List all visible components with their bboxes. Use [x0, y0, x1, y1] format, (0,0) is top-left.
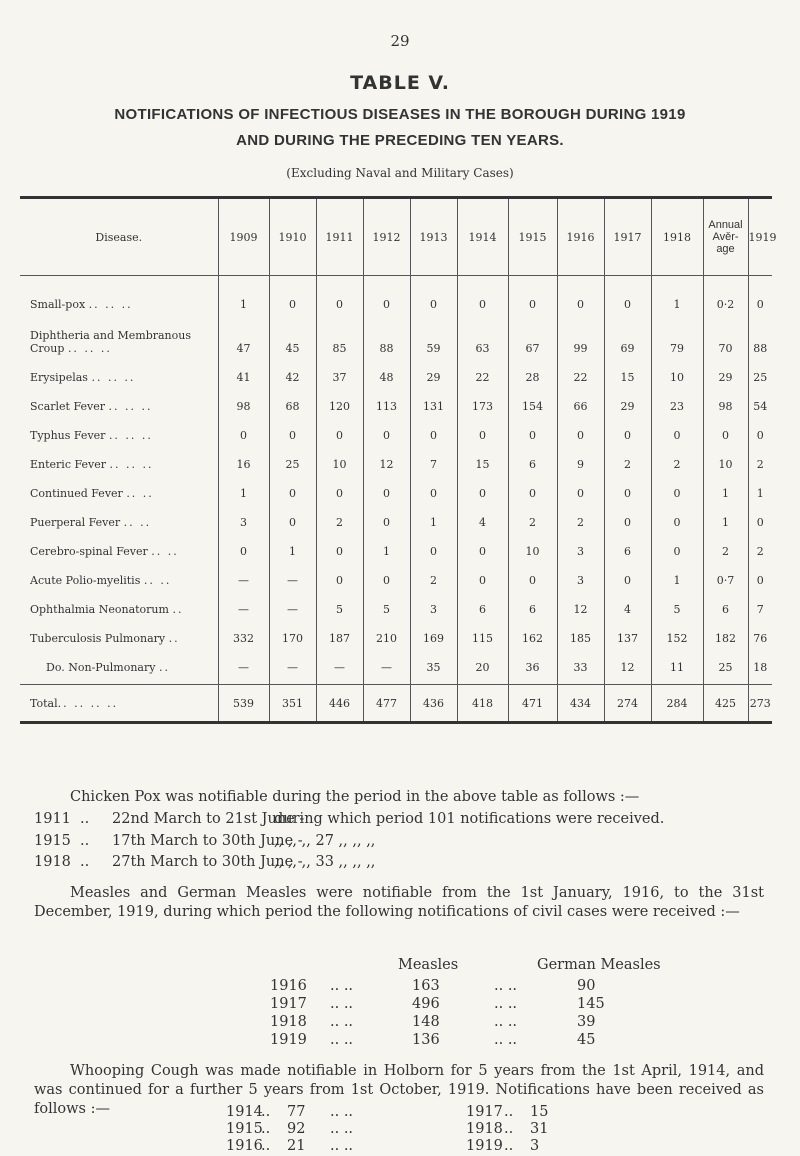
table-cell: 0 — [508, 415, 557, 444]
leader-dots: .. .. — [330, 1138, 354, 1154]
chicken-pox-text: ,, ,, ,, 27 ,, ,, ,, — [274, 833, 376, 849]
table-cell: 5 — [316, 589, 363, 618]
table-cell: 6 — [703, 589, 748, 618]
table-row — [20, 386, 772, 415]
table-row — [20, 647, 772, 676]
whooping-cough-val-b: 3 — [530, 1138, 540, 1154]
table-cell: 131 — [410, 386, 457, 415]
chicken-pox-sep: .. — [80, 811, 90, 827]
german-measles-column-header: German Measles — [537, 957, 661, 973]
table-cell: 0 — [269, 502, 316, 531]
whooping-cough-intro: Whooping Cough was made notifiable in Holborn for 5 years from the 1st April, 1914, and was continued for a further 5 years from 1st October, 1919. Notifications have been received as follows :— — [34, 1063, 764, 1117]
disease-name: Small-pox .. .. .. — [30, 298, 133, 311]
measles-german: 90 — [577, 978, 596, 994]
table-cell: 6 — [604, 531, 651, 560]
table-cell: 0 — [269, 415, 316, 444]
chicken-pox-sep: .. — [80, 854, 90, 870]
table-cell: 182 — [703, 618, 748, 647]
table-cell: 5 — [651, 589, 703, 618]
whooping-cough-year-a: 1916 — [226, 1138, 263, 1154]
header-year: 1912 — [363, 198, 410, 276]
table-cell: 70 — [703, 313, 748, 357]
table-cell: 185 — [557, 618, 604, 647]
table-cell: 37 — [316, 357, 363, 386]
whooping-cough-year-b: 1917 — [466, 1104, 503, 1120]
table-cell: 10 — [508, 531, 557, 560]
disease-name: Tuberculosis Pulmonary .. — [30, 632, 180, 645]
measles-intro: Measles and German Measles were notifiable from the 1st January, 1916, to the 31st December, 1919, during which period the following notifications of civil cases were received :— — [34, 885, 764, 920]
table-cell: 3 — [557, 560, 604, 589]
table-cell: 98 — [703, 386, 748, 415]
header-year: 1909 — [218, 198, 269, 276]
header-row — [20, 198, 772, 276]
table-cell: 7 — [748, 589, 772, 618]
leader-dots: .. .. — [494, 1032, 518, 1048]
table-cell: 85 — [316, 313, 363, 357]
table-cell: 1 — [748, 473, 772, 502]
table-cell: 162 — [508, 618, 557, 647]
leader-dots: .. — [261, 1104, 271, 1120]
table-cell: 0 — [651, 415, 703, 444]
total-cell: 446 — [316, 685, 363, 723]
measles-year: 1916 — [270, 978, 307, 994]
total-cell: 471 — [508, 685, 557, 723]
table-cell: 12 — [363, 444, 410, 473]
table-cell: 67 — [508, 313, 557, 357]
leader-dots: .. .. — [494, 978, 518, 994]
whooping-cough-val-a: 21 — [287, 1138, 306, 1154]
table-cell: 0 — [363, 284, 410, 313]
leader-dots: .. .. — [494, 1014, 518, 1030]
total-cell: 539 — [218, 685, 269, 723]
table-cell: 0 — [316, 560, 363, 589]
table-cell: 6 — [457, 589, 508, 618]
table-cell: 0 — [557, 284, 604, 313]
measles-measles: 163 — [412, 978, 440, 994]
table-cell: 33 — [557, 647, 604, 676]
table-cell: 45 — [269, 313, 316, 357]
table-cell: 88 — [363, 313, 410, 357]
table-cell: 10 — [651, 357, 703, 386]
table-cell: 0 — [363, 502, 410, 531]
table-cell: 0·2 — [703, 284, 748, 313]
table-cell: 6 — [508, 589, 557, 618]
table-cell: 0 — [508, 473, 557, 502]
whooping-cough-val-a: 92 — [287, 1121, 306, 1137]
table-cell: 1 — [269, 531, 316, 560]
notifications-table — [20, 196, 777, 724]
chicken-pox-year: 1911 — [34, 811, 71, 827]
table-cell: 25 — [269, 444, 316, 473]
table-cell: 0 — [508, 284, 557, 313]
table-cell: 0 — [457, 473, 508, 502]
total-cell: 425 — [703, 685, 748, 723]
table-cell: 187 — [316, 618, 363, 647]
table-cell: 12 — [557, 589, 604, 618]
leader-dots: .. .. — [330, 1104, 354, 1120]
leader-dots: .. — [261, 1138, 271, 1154]
table-cell: 170 — [269, 618, 316, 647]
table-cell: 35 — [410, 647, 457, 676]
table-cell: 10 — [703, 444, 748, 473]
leader-dots: .. — [504, 1138, 514, 1154]
table-row — [20, 444, 772, 473]
header-year: 1914 — [457, 198, 508, 276]
measles-measles: 148 — [412, 1014, 440, 1030]
whooping-cough-year-b: 1918 — [466, 1121, 503, 1137]
total-row — [20, 685, 772, 723]
table-cell: 99 — [557, 313, 604, 357]
total-cell: 434 — [557, 685, 604, 723]
table-cell: 0·7 — [703, 560, 748, 589]
total-label: Total.. .. .. .. — [20, 685, 218, 723]
table-row — [20, 313, 772, 357]
table-cell: — — [363, 647, 410, 676]
table-cell: 0 — [508, 560, 557, 589]
chicken-pox-text: during which period 101 notifications were received. — [274, 811, 665, 827]
table-cell: 3 — [218, 502, 269, 531]
table-cell: 29 — [604, 386, 651, 415]
table-cell: 36 — [508, 647, 557, 676]
chicken-pox-year: 1918 — [34, 854, 71, 870]
header-year: 1913 — [410, 198, 457, 276]
table-row — [20, 560, 772, 589]
heading-line-2: AND DURING THE PRECEDING TEN YEARS. — [236, 132, 564, 149]
disease-name: Continued Fever .. .. — [30, 487, 154, 500]
table-cell: 3 — [410, 589, 457, 618]
table-cell: 1 — [218, 473, 269, 502]
table-cell: 68 — [269, 386, 316, 415]
page-number: 29 — [390, 32, 410, 50]
table-cell: 0 — [457, 415, 508, 444]
leader-dots: .. — [504, 1121, 514, 1137]
table-cell: 0 — [363, 415, 410, 444]
measles-german: 45 — [577, 1032, 596, 1048]
table-cell: 0 — [557, 415, 604, 444]
leader-dots: .. .. — [494, 996, 518, 1012]
table-cell: 1 — [651, 284, 703, 313]
table-cell: — — [218, 560, 269, 589]
table-cell: 2 — [557, 502, 604, 531]
table-cell: 1 — [651, 560, 703, 589]
total-cell: 436 — [410, 685, 457, 723]
table-cell: 10 — [316, 444, 363, 473]
table-cell: 0 — [748, 284, 772, 313]
table-cell: 98 — [218, 386, 269, 415]
table-cell: 25 — [703, 647, 748, 676]
total-cell: 284 — [651, 685, 703, 723]
disease-name: Cerebro-spinal Fever .. .. — [30, 545, 179, 558]
chicken-pox-year: 1915 — [34, 833, 71, 849]
measles-column-header: Measles — [398, 957, 459, 973]
disease-name: Do. Non-Pulmonary .. — [46, 661, 170, 674]
table-cell: — — [218, 589, 269, 618]
table-cell: 0 — [410, 415, 457, 444]
chicken-pox-period: 22nd March to 21st June - — [112, 811, 305, 827]
leader-dots: .. .. — [330, 1014, 354, 1030]
disease-name: Diphtheria and Membranous Croup .. .. .. — [30, 329, 191, 355]
table-cell: 3 — [557, 531, 604, 560]
chicken-pox-sep: .. — [80, 833, 90, 849]
table-row — [20, 473, 772, 502]
table-cell: 2 — [508, 502, 557, 531]
table-cell: 0 — [316, 415, 363, 444]
table-cell: 7 — [410, 444, 457, 473]
table-cell: 1 — [218, 284, 269, 313]
table-cell: 0 — [410, 284, 457, 313]
table-cell: 29 — [410, 357, 457, 386]
table-cell: 0 — [651, 502, 703, 531]
table-cell: 15 — [604, 357, 651, 386]
table-cell: — — [316, 647, 363, 676]
whooping-cough-val-b: 31 — [530, 1121, 549, 1137]
table-cell: 42 — [269, 357, 316, 386]
chicken-pox-text: ,, ,, ,, 33 ,, ,, ,, — [274, 854, 376, 870]
disease-name: Puerperal Fever .. .. — [30, 516, 152, 529]
table-cell: 0 — [651, 473, 703, 502]
measles-measles: 136 — [412, 1032, 440, 1048]
total-cell: 351 — [269, 685, 316, 723]
table-cell: 0 — [651, 531, 703, 560]
table-cell: 23 — [651, 386, 703, 415]
table-cell: 0 — [363, 560, 410, 589]
table-row — [20, 502, 772, 531]
table-cell: 0 — [604, 502, 651, 531]
table-cell: 0 — [748, 560, 772, 589]
table-cell: 113 — [363, 386, 410, 415]
table-cell: 9 — [557, 444, 604, 473]
table-cell: 6 — [508, 444, 557, 473]
table-row — [20, 531, 772, 560]
header-year: 1916 — [557, 198, 604, 276]
table-cell: 0 — [457, 560, 508, 589]
table-cell: 12 — [604, 647, 651, 676]
table-cell: — — [269, 560, 316, 589]
header-year: 1918 — [651, 198, 703, 276]
table-cell: 0 — [703, 415, 748, 444]
table-cell: 2 — [604, 444, 651, 473]
table-cell: 210 — [363, 618, 410, 647]
leader-dots: .. .. — [330, 996, 354, 1012]
header-annual-average: Annual Avěr- age — [703, 198, 748, 276]
table-row — [20, 415, 772, 444]
whooping-cough-year-a: 1914 — [226, 1104, 263, 1120]
disease-name: Acute Polio-myelitis .. .. — [30, 574, 172, 587]
table-row — [20, 357, 772, 386]
table-cell: 137 — [604, 618, 651, 647]
table-cell: 1 — [703, 473, 748, 502]
total-cell: 418 — [457, 685, 508, 723]
table-cell: 79 — [651, 313, 703, 357]
whooping-cough-year-a: 1915 — [226, 1121, 263, 1137]
leader-dots: .. .. — [330, 978, 354, 994]
chicken-pox-intro: Chicken Pox was notifiable during the period in the above table as follows :— — [70, 789, 640, 805]
table-cell: 0 — [316, 473, 363, 502]
table-cell: — — [269, 647, 316, 676]
table-cell: 332 — [218, 618, 269, 647]
leader-dots: .. .. — [330, 1032, 354, 1048]
table-cell: 2 — [748, 531, 772, 560]
table-cell: 120 — [316, 386, 363, 415]
table-cell: 0 — [218, 531, 269, 560]
table-cell: — — [269, 589, 316, 618]
table-cell: 15 — [457, 444, 508, 473]
whooping-cough-val-a: 77 — [287, 1104, 306, 1120]
table-cell: 1 — [410, 502, 457, 531]
table-cell: 0 — [269, 284, 316, 313]
table-cell: 41 — [218, 357, 269, 386]
whooping-cough-year-b: 1919 — [466, 1138, 503, 1154]
table-cell: — — [218, 647, 269, 676]
table-cell: 1 — [703, 502, 748, 531]
header-year: 1915 — [508, 198, 557, 276]
table-cell: 59 — [410, 313, 457, 357]
chicken-pox-period: 17th March to 30th June - — [112, 833, 303, 849]
header-year: 1910 — [269, 198, 316, 276]
table-cell: 2 — [410, 560, 457, 589]
measles-year: 1918 — [270, 1014, 307, 1030]
table-cell: 47 — [218, 313, 269, 357]
table-cell: 0 — [604, 415, 651, 444]
leader-dots: .. — [504, 1104, 514, 1120]
table-cell: 152 — [651, 618, 703, 647]
table-cell: 0 — [316, 531, 363, 560]
table-cell: 0 — [218, 415, 269, 444]
table-cell: 115 — [457, 618, 508, 647]
table-cell: 66 — [557, 386, 604, 415]
table-cell: 5 — [363, 589, 410, 618]
disease-name: Typhus Fever .. .. .. — [30, 429, 153, 442]
table-cell: 22 — [557, 357, 604, 386]
table-cell: 0 — [748, 502, 772, 531]
table-cell: 0 — [316, 284, 363, 313]
table-cell: 0 — [748, 415, 772, 444]
table-cell: 0 — [557, 473, 604, 502]
table-cell: 0 — [604, 284, 651, 313]
table-cell: 0 — [269, 473, 316, 502]
table-cell: 4 — [457, 502, 508, 531]
measles-measles: 496 — [412, 996, 440, 1012]
header-year: 1919 — [748, 198, 772, 276]
measles-german: 39 — [577, 1014, 596, 1030]
table-cell: 0 — [410, 531, 457, 560]
header-year: 1917 — [604, 198, 651, 276]
disease-name: Erysipelas .. .. .. — [30, 371, 136, 384]
total-cell: 273 — [748, 685, 772, 723]
table-cell: 22 — [457, 357, 508, 386]
measles-year: 1917 — [270, 996, 307, 1012]
table-cell: 2 — [703, 531, 748, 560]
table-cell: 2 — [748, 444, 772, 473]
header-year: 1911 — [316, 198, 363, 276]
disease-name: Enteric Fever .. .. .. — [30, 458, 154, 471]
table-cell: 1 — [363, 531, 410, 560]
table-cell: 0 — [604, 473, 651, 502]
table-cell: 54 — [748, 386, 772, 415]
table-cell: 29 — [703, 357, 748, 386]
subtitle: (Excluding Naval and Military Cases) — [286, 166, 514, 180]
total-cell: 477 — [363, 685, 410, 723]
table-cell: 0 — [604, 560, 651, 589]
heading-line-1: NOTIFICATIONS OF INFECTIOUS DISEASES IN THE BOROUGH DURING 1919 — [114, 106, 686, 123]
measles-year: 1919 — [270, 1032, 307, 1048]
chicken-pox-period: 27th March to 30th June - — [112, 854, 303, 870]
table-title: TABLE V. — [350, 72, 450, 94]
table-cell: 4 — [604, 589, 651, 618]
table-cell: 2 — [316, 502, 363, 531]
table-cell: 0 — [457, 531, 508, 560]
table-cell: 154 — [508, 386, 557, 415]
table-cell: 28 — [508, 357, 557, 386]
table-cell: 20 — [457, 647, 508, 676]
leader-dots: .. — [261, 1121, 271, 1137]
whooping-cough-val-b: 15 — [530, 1104, 549, 1120]
table-cell: 169 — [410, 618, 457, 647]
table-cell: 63 — [457, 313, 508, 357]
table-cell: 173 — [457, 386, 508, 415]
table-cell: 16 — [218, 444, 269, 473]
leader-dots: .. .. — [330, 1121, 354, 1137]
table-cell: 0 — [363, 473, 410, 502]
table-row — [20, 589, 772, 618]
disease-name: Ophthalmia Neonatorum .. — [30, 603, 184, 616]
header-disease: Disease. — [20, 198, 218, 276]
table-row — [20, 618, 772, 647]
table-cell: 2 — [651, 444, 703, 473]
table-cell: 0 — [457, 284, 508, 313]
table-cell: 0 — [410, 473, 457, 502]
table-cell: 48 — [363, 357, 410, 386]
table-cell: 25 — [748, 357, 772, 386]
measles-german: 145 — [577, 996, 605, 1012]
table-cell: 88 — [748, 313, 772, 357]
table-row — [20, 284, 772, 313]
disease-name: Scarlet Fever .. .. .. — [30, 400, 153, 413]
table-cell: 18 — [748, 647, 772, 676]
table-cell: 69 — [604, 313, 651, 357]
total-cell: 274 — [604, 685, 651, 723]
table-cell: 11 — [651, 647, 703, 676]
table-cell: 76 — [748, 618, 772, 647]
